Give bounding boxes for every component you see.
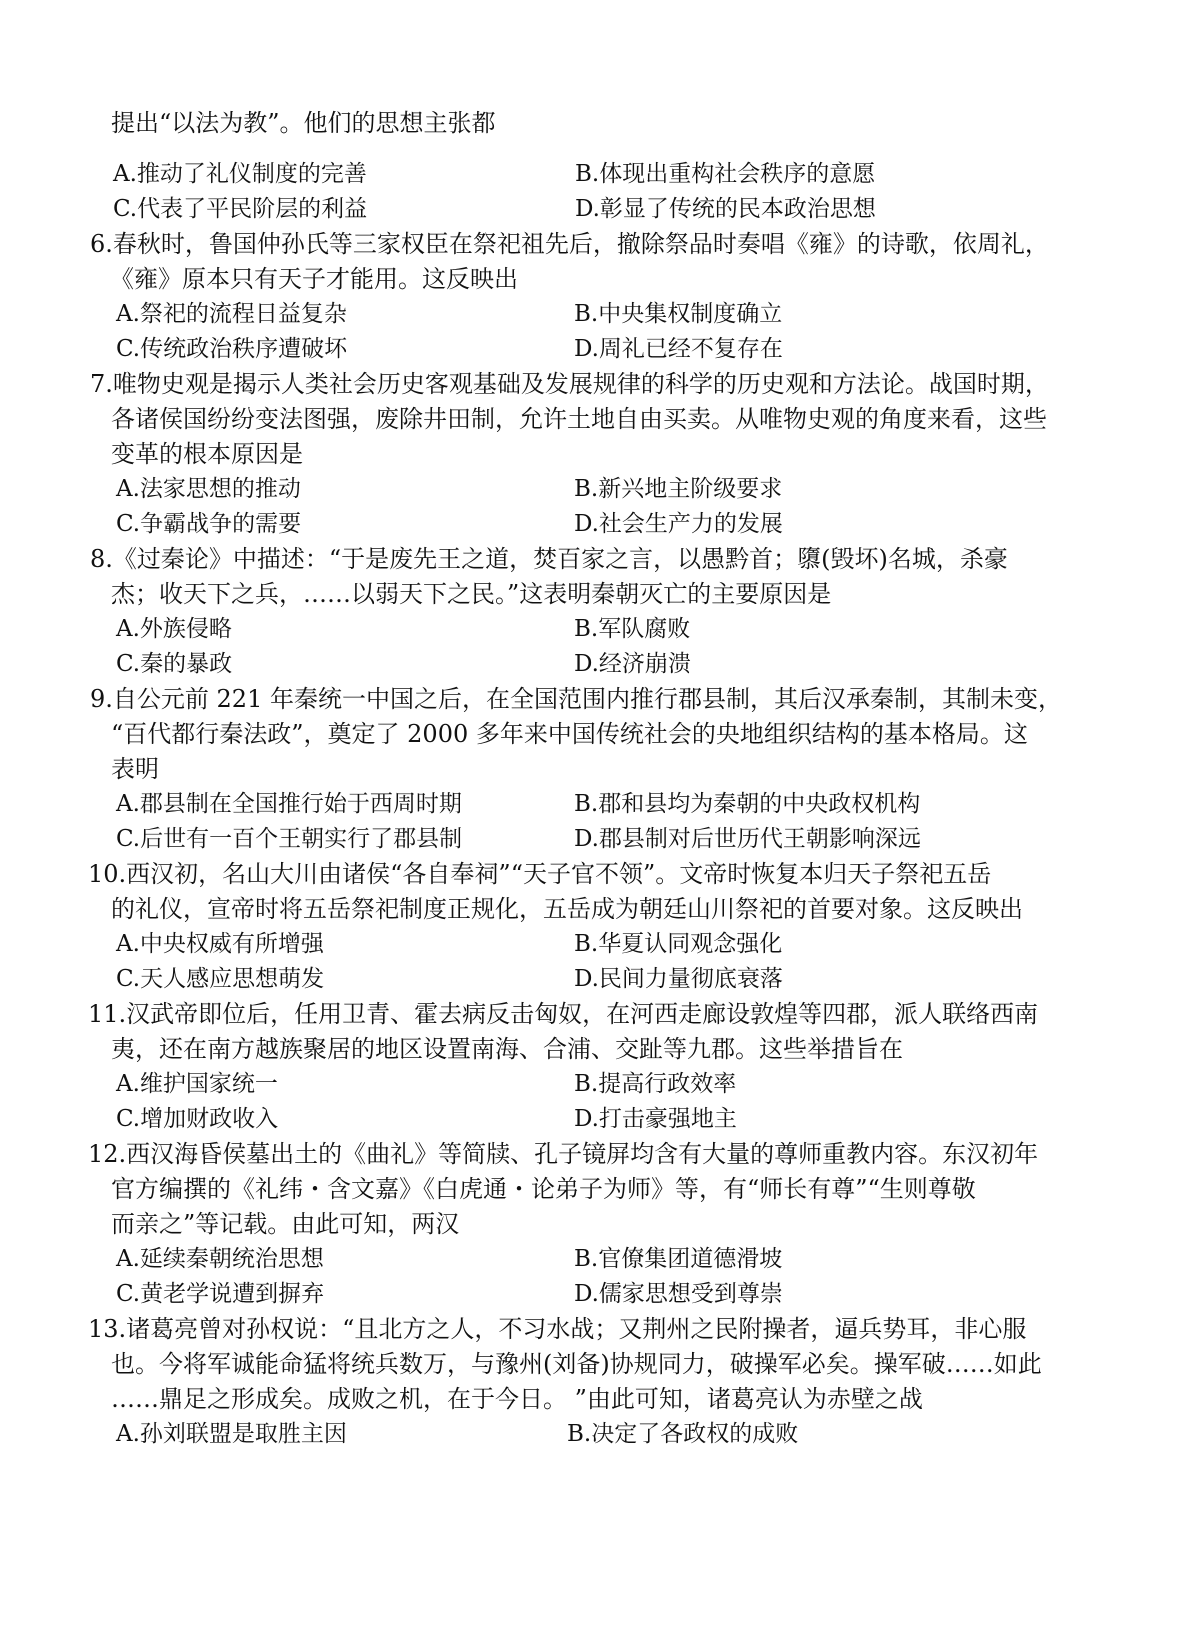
question-10-option-b: B.华夏认同观念强化	[574, 931, 783, 957]
question-12-line-3: 而亲之”等记载。由此可知，两汉	[111, 1210, 460, 1238]
question-12-option-c: C.黄老学说遭到摒弃	[116, 1281, 325, 1307]
question-6-option-a: A.祭祀的流程日益复杂	[116, 301, 347, 327]
question-6-option-b: B.中央集权制度确立	[574, 301, 783, 327]
question-7-line-3: 变革的根本原因是	[111, 440, 303, 468]
question-11-option-d: D.打击豪强地主	[574, 1106, 737, 1132]
question-9-line-3: 表明	[111, 755, 159, 783]
question-6-option-c: C.传统政治秩序遭破坏	[116, 336, 348, 362]
question-10-option-d: D.民间力量彻底衰落	[574, 966, 783, 992]
question-9-option-c: C.后世有一百个王朝实行了郡县制	[116, 826, 463, 852]
question-8-option-d: D.经济崩溃	[574, 651, 691, 677]
question-7-option-a: A.法家思想的推动	[116, 476, 301, 502]
question-11-line-2: 夷，还在南方越族聚居的地区设置南海、合浦、交趾等九郡。这些举措旨在	[111, 1035, 903, 1063]
question-12-option-b: B.官僚集团道德滑坡	[574, 1246, 783, 1272]
question-6-option-d: D.周礼已经不复存在	[574, 336, 783, 362]
question-13-line-1: 13.诸葛亮曾对孙权说：“且北方之人，不习水战；又荆州之民附操者，逼兵势耳，非心服	[88, 1315, 1027, 1343]
q5-option-d: D.彰显了传统的民本政治思想	[575, 196, 876, 222]
question-8-option-c: C.秦的暴政	[116, 651, 233, 677]
question-7-option-b: B.新兴地主阶级要求	[574, 476, 783, 502]
question-12-line-2: 官方编撰的《礼纬・含文嘉》《白虎通・论弟子为师》等，有“师长有尊”“生则尊敬	[111, 1175, 976, 1203]
question-12-option-a: A.延续秦朝统治思想	[116, 1246, 324, 1272]
question-9-line-1: 9.自公元前 221 年秦统一中国之后，在全国范围内推行郡县制，其后汉承秦制，其制未变，	[90, 685, 1062, 713]
question-9-line-2: “百代都行秦法政”，奠定了 2000 多年来中国传统社会的央地组织结构的基本格局。这	[111, 720, 1028, 748]
question-9-option-b: B.郡和县均为秦朝的中央政权机构	[574, 791, 921, 817]
question-13-line-3: ……鼎足之形成矣。成败之机，在于今日。 ”由此可知，诸葛亮认为赤壁之战	[111, 1385, 923, 1413]
question-11-option-b: B.提高行政效率	[574, 1071, 737, 1097]
question-7-line-2: 各诸侯国纷纷变法图强，废除井田制，允许土地自由买卖。从唯物史观的角度来看，这些	[111, 405, 1047, 433]
question-7-line-1: 7.唯物史观是揭示人类社会历史客观基础及发展规律的科学的历史观和方法论。战国时期，	[90, 370, 1049, 398]
question-11-line-1: 11.汉武帝即位后，任用卫青、霍去病反击匈奴，在河西走廊设敦煌等四郡，派人联络西南	[88, 1000, 1039, 1028]
question-12-line-1: 12.西汉海昏侯墓出土的《曲礼》等简牍、孔子镜屏均含有大量的尊师重教内容。东汉初年	[88, 1140, 1039, 1168]
question-8-option-b: B.军队腐败	[574, 616, 691, 642]
question-7-option-c: C.争霸战争的需要	[116, 511, 302, 537]
question-13-line-2: 也。今将军诚能命猛将统兵数万，与豫州(刘备)协规同力，破操军必矣。操军破……如此	[111, 1350, 1042, 1378]
question-8-option-a: A.外族侵略	[116, 616, 232, 642]
question-6-line-1: 6.春秋时，鲁国仲孙氏等三家权臣在祭祀祖先后，撤除祭品时奏唱《雍》的诗歌，依周礼，	[90, 230, 1049, 258]
question-7-option-d: D.社会生产力的发展	[574, 511, 783, 537]
question-13-option-a: A.孙刘联盟是取胜主因	[116, 1421, 347, 1447]
question-9-option-d: D.郡县制对后世历代王朝影响深远	[574, 826, 921, 852]
question-10-option-c: C.天人感应思想萌发	[116, 966, 325, 992]
question-8-line-1: 8.《过秦论》中描述：“于是废先王之道，焚百家之言，以愚黔首；隳(毁坏)名城，杀豪	[90, 545, 1008, 573]
q5-option-c: C.代表了平民阶层的利益	[113, 196, 368, 222]
question-11-option-c: C.增加财政收入	[116, 1106, 279, 1132]
question-5-stem-end: 提出“以法为教”。他们的思想主张都	[111, 109, 496, 137]
question-10-line-1: 10.西汉初，名山大川由诸侯“各自奉祠”“天子官不领”。文帝时恢复本归天子祭祀五岳	[88, 860, 992, 888]
question-6-line-2: 《雍》原本只有天子才能用。这反映出	[110, 265, 518, 293]
q5-option-b: B.体现出重构社会秩序的意愿	[575, 161, 876, 187]
question-9-option-a: A.郡县制在全国推行始于西周时期	[116, 791, 462, 817]
question-10-option-a: A.中央权威有所增强	[116, 931, 324, 957]
q5-option-a: A.推动了礼仪制度的完善	[113, 161, 367, 187]
question-12-option-d: D.儒家思想受到尊崇	[574, 1281, 783, 1307]
question-13-option-b: B.决定了各政权的成败	[567, 1421, 799, 1447]
question-10-line-2: 的礼仪，宣帝时将五岳祭祀制度正规化，五岳成为朝廷山川祭祀的首要对象。这反映出	[111, 895, 1023, 923]
question-11-option-a: A.维护国家统一	[116, 1071, 278, 1097]
question-8-line-2: 杰；收天下之兵，……以弱天下之民。”这表明秦朝灭亡的主要原因是	[111, 580, 832, 608]
